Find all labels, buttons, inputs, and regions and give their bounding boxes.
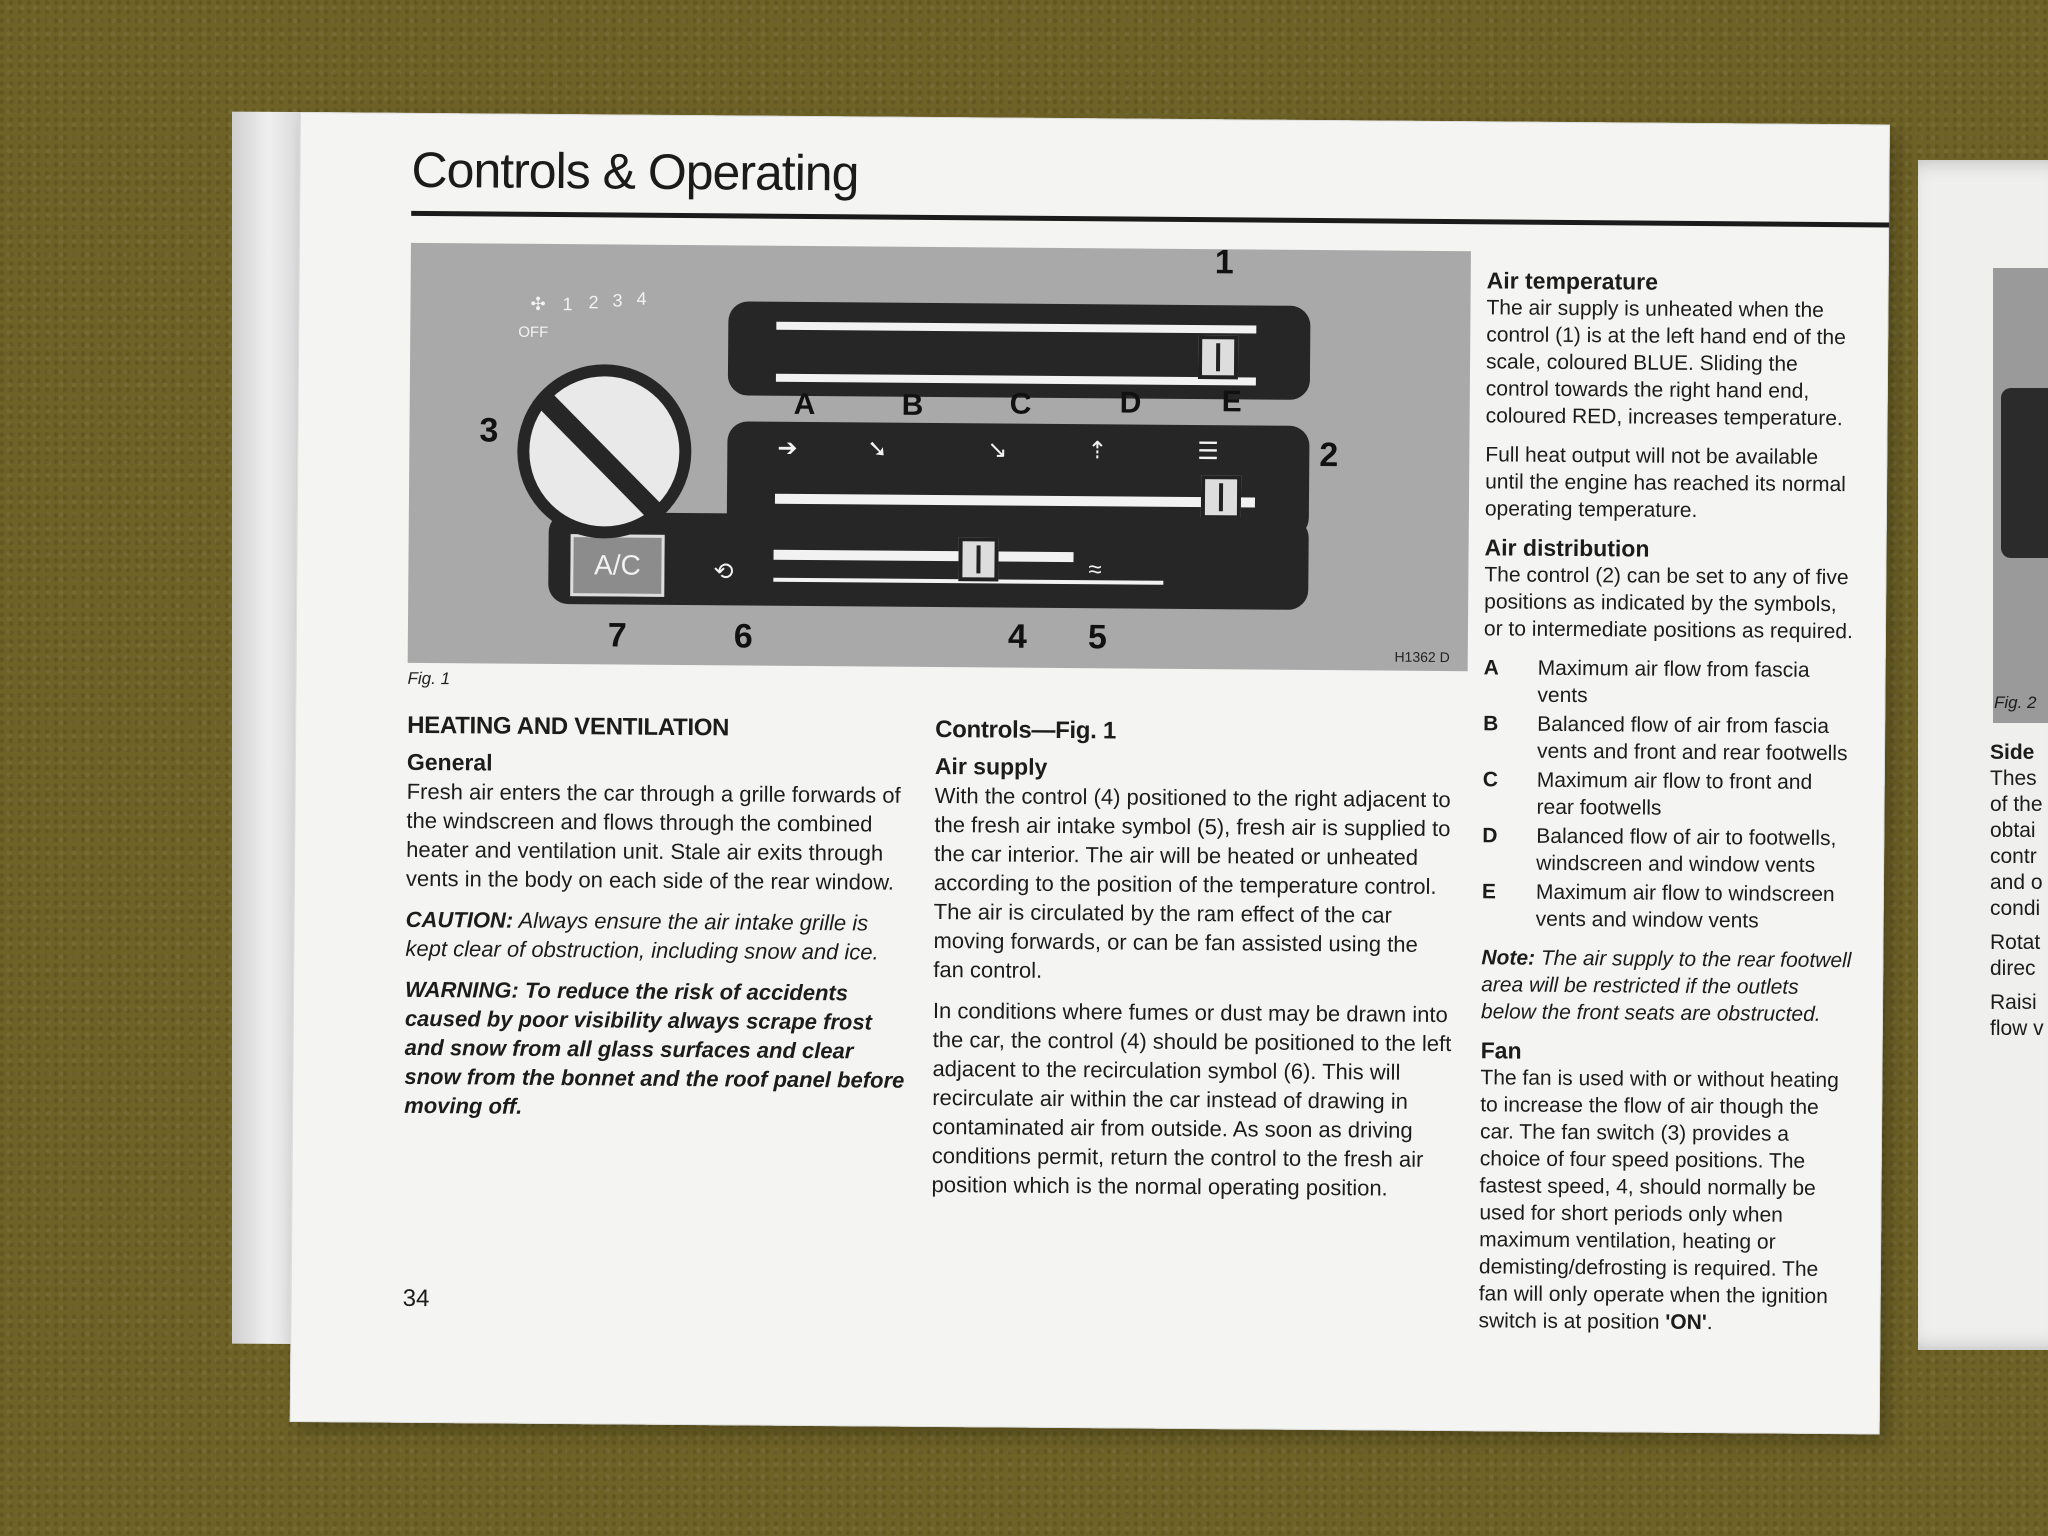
fascia-footwell-icon: ➘ [867, 435, 888, 463]
note-label: Note: [1481, 946, 1536, 970]
air-temperature-text: The air supply is unheated when the control (1) is at the left hand end of the scale, coloured BLUE. Sliding the control towards the right hand end, coloured RED, increases temperature. [1485, 296, 1846, 431]
column-controls [931, 715, 1455, 1215]
recirculation-slider [958, 537, 998, 581]
list-item [1482, 878, 1852, 935]
facing-fig-caption: Fig. 2 [1994, 693, 2037, 712]
list-key: E [1481, 880, 1497, 904]
air-distribution-heading: Air distribution [1484, 534, 1650, 562]
fan-paragraph [1478, 1064, 1850, 1337]
facing-line: condi [1990, 897, 2041, 920]
caution-text: Always ensure the air intake grille is kept clear of obstruction, including snow and ice. [405, 907, 879, 965]
facing-line: Raisi [1990, 991, 2037, 1014]
full-heat-text: Full heat output will not be available until the engine has reached its normal operating temperature. [1484, 443, 1846, 522]
facing-line: contr [1990, 845, 2037, 868]
distribution-slider [1201, 475, 1241, 519]
fan-knob [517, 364, 692, 539]
recirculation-icon: ⟲ [713, 558, 734, 586]
manual-page [290, 112, 1890, 1434]
callout-number: 6 [733, 617, 753, 656]
section-heading: HEATING AND VENTILATION [407, 711, 730, 742]
column-temperature [1478, 261, 1857, 1349]
recirculation-text: In conditions where fumes or dust may be drawn into the car, the control (4) should be positioned to the left adjacent to the recirculation symbol (6). This will recirculate air within the car instead of drawing in contaminated air from outside. As soon as driving conditions permit, return the control to the fresh air position which is the normal operating position. [931, 997, 1452, 1201]
list-item [1483, 654, 1853, 711]
fan-speed-label: 3 [612, 290, 623, 311]
list-text: Balanced flow of air from fascia vents and front and rear footwells [1536, 712, 1848, 766]
fascia-vent-icon: ➔ [777, 434, 798, 462]
air-supply-text: With the control (4) positioned to the right adjacent to the fresh air intake symbol (5), fresh air is supplied to the car interior. The air will be heated or unheated according to the position of the temperature control. The air is circulated by the ram effect of the car moving forwards, or can be fan assisted using the fan control. [933, 783, 1451, 983]
position-letter: A [793, 387, 816, 422]
figure-code: H1362 D [1394, 648, 1450, 666]
callout-number: 1 [1214, 243, 1234, 282]
controls-heading: Controls—Fig. 1 [935, 716, 1117, 745]
temperature-track [776, 322, 1256, 334]
list-key: A [1483, 656, 1499, 680]
note-paragraph [1481, 944, 1852, 1028]
list-item [1482, 822, 1852, 879]
callout-number: 4 [1007, 617, 1027, 656]
fan-speed-label: 4 [636, 288, 647, 309]
air-temperature-heading: Air temperature [1486, 267, 1659, 295]
facing-line: Rotat [1990, 931, 2041, 954]
page-title: Controls & Operating [411, 141, 859, 202]
list-text: Maximum air flow to front and rear footwells [1536, 768, 1813, 820]
callout-number: 3 [479, 411, 499, 450]
list-item [1482, 766, 1852, 823]
column-heating [404, 711, 907, 1136]
title-rule [411, 211, 1889, 228]
list-key: C [1482, 768, 1499, 792]
list-key: B [1483, 712, 1499, 736]
list-item [1483, 710, 1853, 767]
fan-heading: Fan [1480, 1037, 1522, 1064]
page-number: 34 [402, 1284, 430, 1313]
list-text: Maximum air flow from fascia vents [1537, 656, 1810, 708]
temperature-track [776, 374, 1256, 386]
distribution-list [1482, 654, 1854, 935]
facing-line: direc [1990, 957, 2036, 980]
facing-figure [1993, 268, 2048, 723]
facing-line: flow v [1990, 1017, 2044, 1040]
warning-text: WARNING: To reduce the risk of accidents caused by poor visibility always scrape frost and snow from all glass surfaces and clear snow from the bonnet and the roof panel before moving off. [404, 976, 905, 1119]
note-text: The air supply to the rear footwell area will be restricted if the outlets below the front seats are obstructed. [1480, 946, 1852, 1026]
facing-line: and o [1990, 871, 2043, 894]
heater-controls-diagram [408, 243, 1471, 671]
recirculation-track [773, 550, 1073, 562]
list-text: Balanced flow of air to footwells, windscreen and window vents [1536, 824, 1837, 877]
list-key: D [1482, 824, 1498, 848]
facing-line: obtai [1990, 819, 2036, 842]
callout-number: 2 [1319, 436, 1339, 475]
fan-speed-label: 2 [588, 292, 599, 313]
fan-off-label: OFF [518, 323, 549, 341]
caution-label: CAUTION: [405, 906, 514, 933]
callout-number: 5 [1087, 618, 1107, 657]
distribution-track [775, 494, 1255, 508]
air-distribution-text: The control (2) can be set to any of five positions as indicated by the symbols, or to intermediate positions as required. [1483, 563, 1853, 644]
fan-on-label: 'ON' [1665, 1310, 1707, 1335]
fan-end: . [1706, 1311, 1713, 1335]
figure-caption: Fig. 1 [407, 668, 451, 689]
temperature-slider [1198, 335, 1238, 379]
fan-icon: ✣ [530, 293, 546, 314]
ac-button: A/C [570, 534, 664, 597]
position-letter: E [1221, 385, 1242, 419]
footwell-icon: ↘ [987, 436, 1008, 464]
facing-line: Side [1990, 741, 2035, 764]
air-supply-heading: Air supply [934, 753, 1048, 780]
callout-number: 7 [607, 616, 627, 655]
facing-line: Thes [1990, 767, 2037, 790]
footwell-windscreen-icon: ⇡ [1087, 437, 1108, 465]
position-letter: C [1009, 387, 1032, 421]
caution-paragraph [405, 905, 905, 967]
fan-text: The fan is used with or without heating to increase the flow of air though the car. The fan switch (3) provides a choice of four speed positions. The fastest speed, 4, should normally be used for short periods only when maximum ventilation, heating or demisting/defrosting is required. The fan will only operate when the ignition switch is at position [1478, 1066, 1839, 1334]
windscreen-demist-icon: ☰ [1197, 438, 1219, 466]
facing-page [1918, 160, 2048, 1350]
fan-speed-label: 1 [562, 294, 573, 315]
general-heading: General [406, 748, 493, 776]
position-letter: B [901, 388, 924, 422]
fresh-air-icon: ≈ [1088, 556, 1102, 584]
position-letter: D [1119, 386, 1142, 420]
facing-line: of the [1990, 793, 2043, 816]
general-text: Fresh air enters the car through a grille forwards of the windscreen and flows through the combined heater and ventilation unit. Stale air exits through vents in the body on each side of the rear window. [405, 778, 901, 895]
list-text: Maximum air flow to windscreen vents and window vents [1535, 880, 1835, 933]
